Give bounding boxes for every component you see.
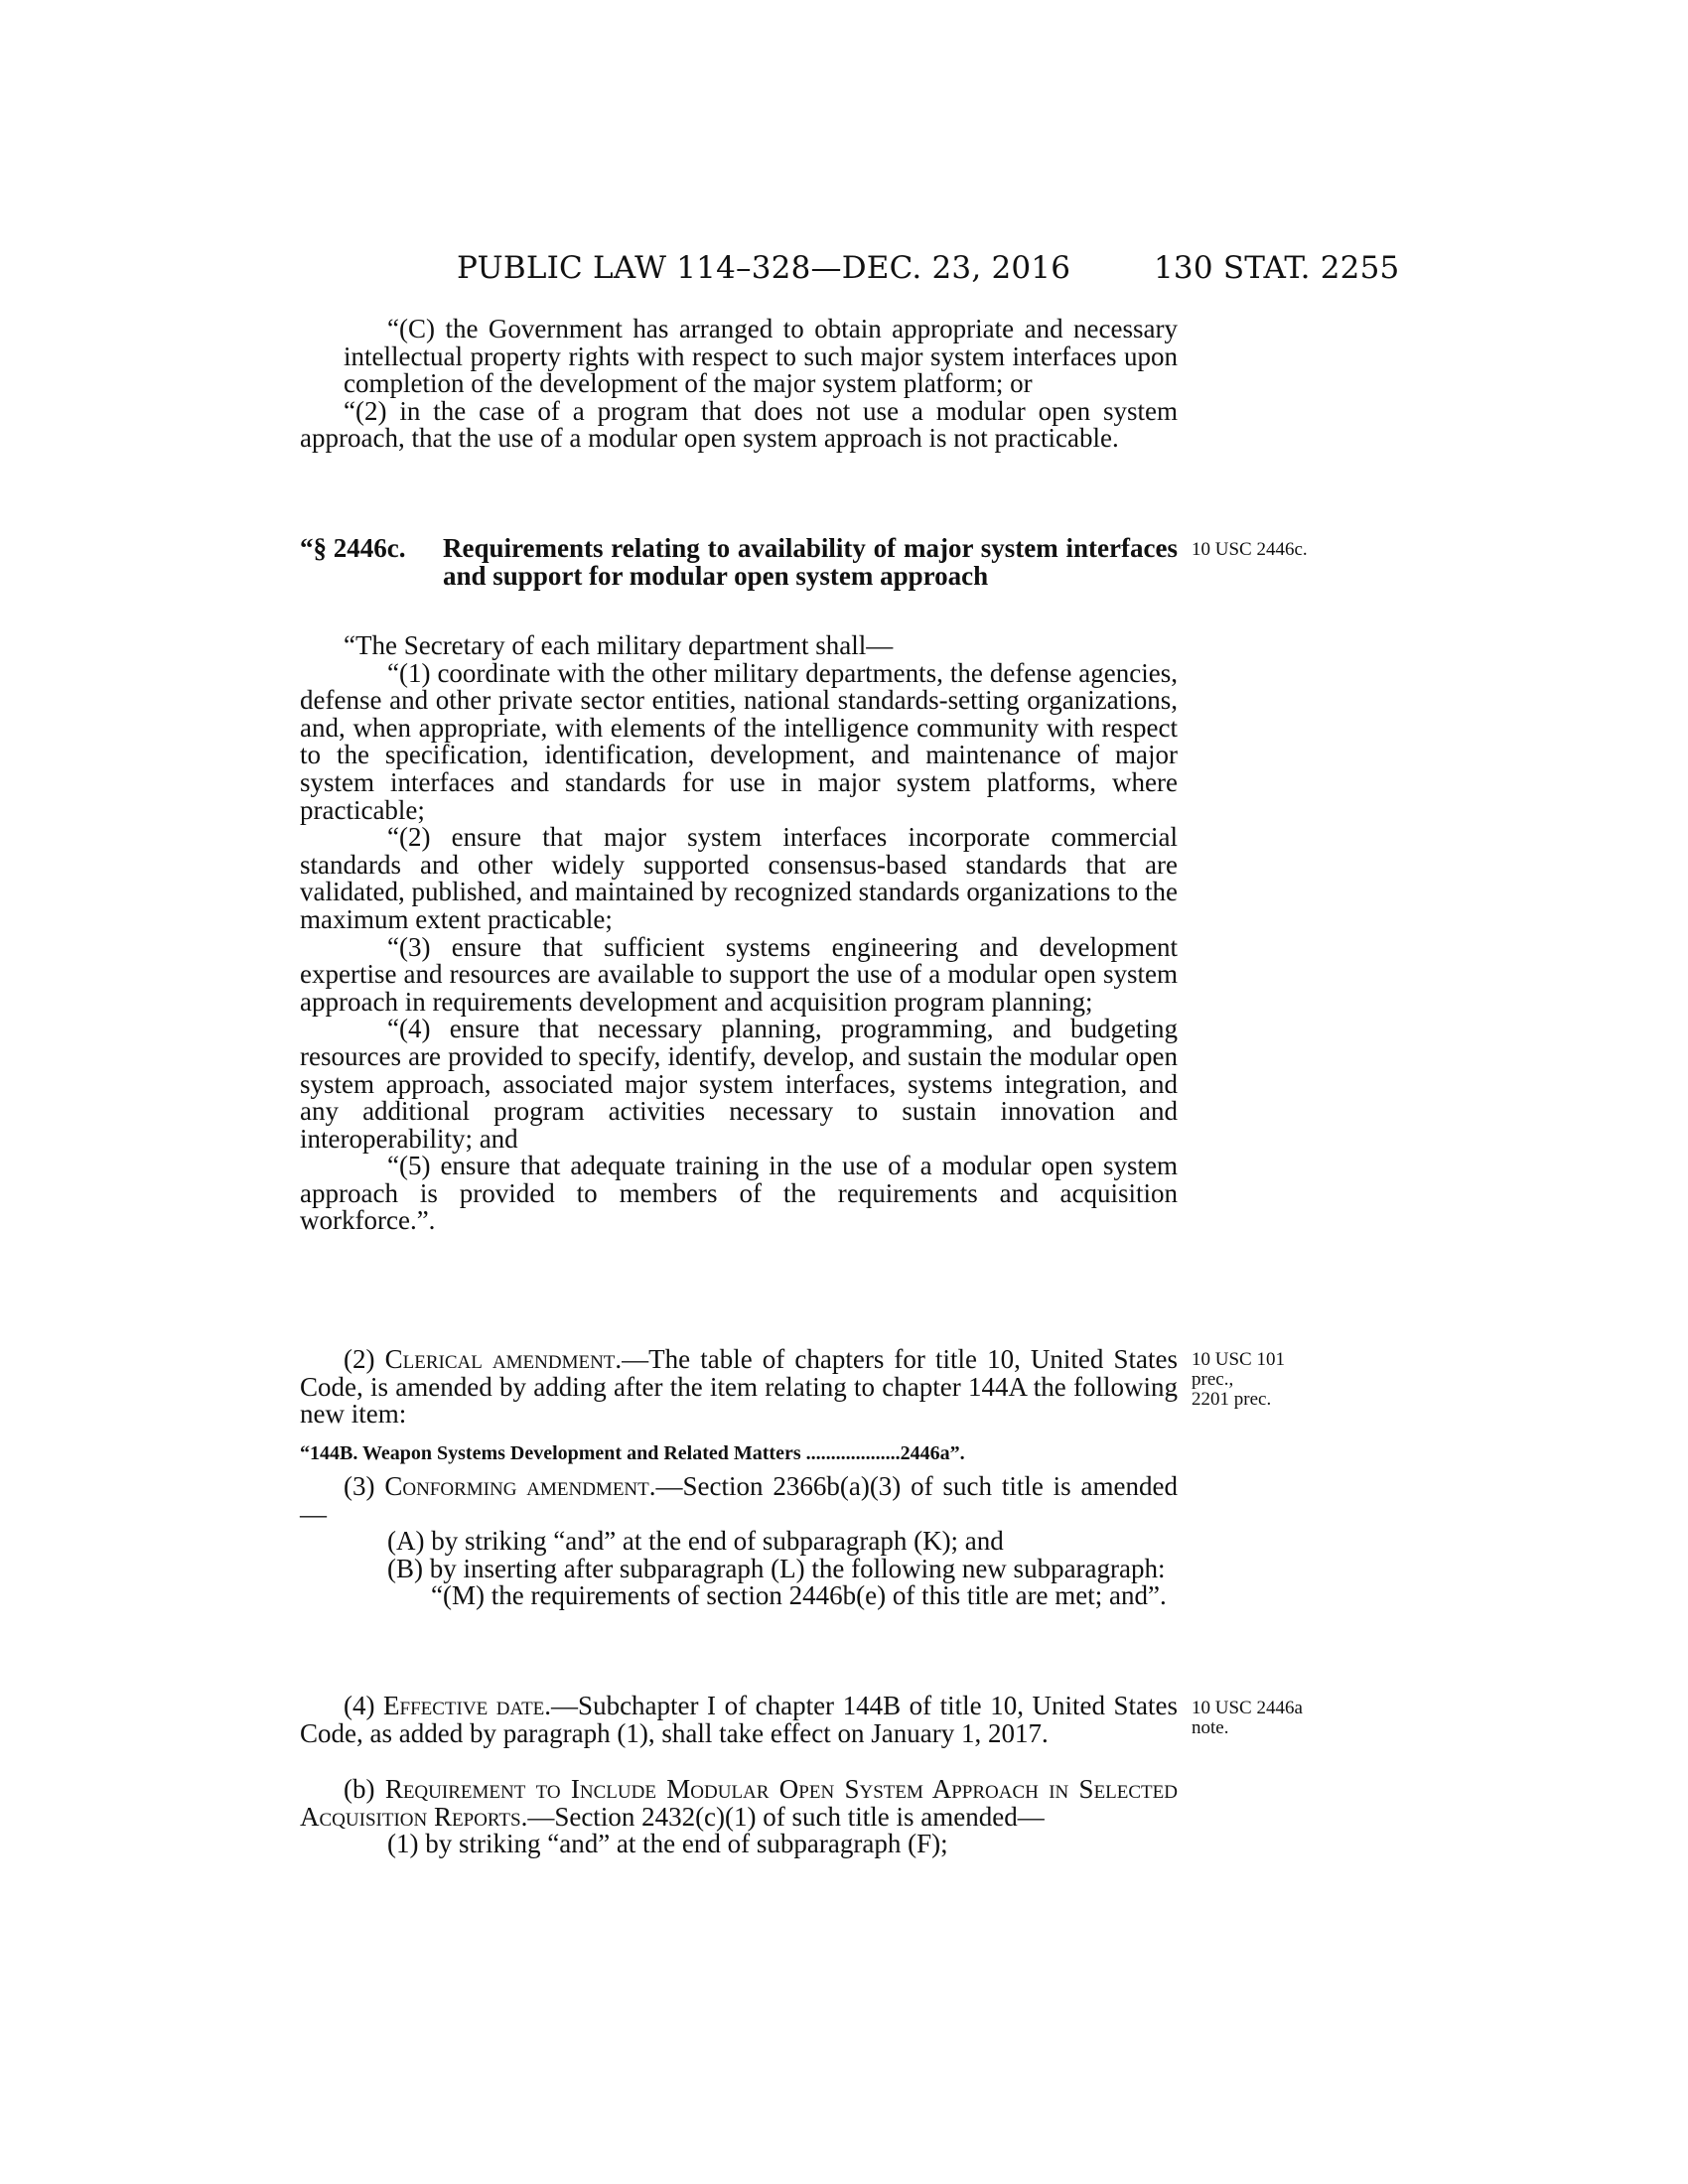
running-header-stat-page: 130 STAT. 2255: [1154, 250, 1400, 286]
clerical-heading: Clerical amendment.: [384, 1344, 623, 1374]
conforming-item-a: (A) by striking “and” at the end of subparagraph (K); and: [387, 1526, 1004, 1557]
effective-heading: Effective date.: [383, 1691, 552, 1720]
conforming-item-m: “(M) the requirements of section 2446b(e) of this title are met; and”.: [431, 1580, 1167, 1611]
conforming-item-b: (B) by inserting after subparagraph (L) the following new subparagraph:: [387, 1553, 1166, 1583]
margin-note-2446c: 10 USC 2446c.: [1192, 539, 1308, 560]
clerical-amendment: [300, 1346, 1178, 1429]
item-3: “(3) ensure that sufficient systems engineering and development expertise and resources are available to support the use of a modular open system approach in requirements development and acquisition program planning;: [300, 931, 1178, 1017]
running-header-law: PUBLIC LAW 114–328—DEC. 23, 2016: [457, 250, 1071, 286]
subsection-b: [300, 1776, 1178, 1858]
section-title: Requirements relating to availability of major system interfaces and support for modular open system approach: [443, 533, 1178, 591]
subparagraph-c: “(C) the Government has arranged to obtain appropriate and necessary intellectual property rights with respect to such major system interfaces upon completion of the development of the major system platform; or: [344, 314, 1178, 399]
section-heading: [300, 535, 1178, 590]
subsection-b-item-1: (1) by striking “and” at the end of subparagraph (F);: [387, 1829, 948, 1859]
item-4: “(4) ensure that necessary planning, programming, and budgeting resources are provided to specify, identify, develop, and sustain the modular open system approach, associated major system interfaces, systems integration, and any additional program activities necessary to sustain innovation and interoperability; and: [300, 1014, 1178, 1154]
item-2: “(2) ensure that major system interfaces incorporate commercial standards and other widely supported consensus-based standards that are validated, published, and maintained by recognized standards organizations to the maximum extent practicable;: [300, 822, 1178, 934]
effective-date: [300, 1693, 1178, 1747]
table-of-chapters-item: “144B. Weapon Systems Development and Related Matters ...................2446a”.: [300, 1442, 965, 1464]
clerical-text: —The table of chapters for title 10, United States Code, is amended by adding after the item relating to chapter 144A the following new item:: [300, 1344, 1179, 1430]
margin-note-usc-101: 10 USC 101 prec., 2201 prec.: [1192, 1349, 1285, 1410]
conforming-heading: Conforming amendment.: [384, 1471, 656, 1501]
subsection-b-number: (b): [344, 1774, 375, 1804]
section-intro: “The Secretary of each military department shall—: [344, 630, 894, 660]
subsection-b-text: —Section 2432(c)(1) of such title is amended—: [527, 1801, 1045, 1832]
clerical-number: (2): [344, 1344, 375, 1374]
margin-note-2446a: 10 USC 2446a note.: [1192, 1698, 1303, 1738]
conforming-text: —Section 2366b(a)(3) of such title is amended—: [300, 1471, 1178, 1529]
section-body: [300, 632, 1178, 1235]
item-1: “(1) coordinate with the other military departments, the defense agencies, defense and other private sector entities, national standards-setting organizations, and, when appropriate, with elements of the intelligence community with respect to the specification, identification, development, and maintenance of major system interfaces and standards for use in major system platforms, where practicable;: [300, 657, 1178, 825]
effective-text: —Subchapter I of chapter 144B of title 10, United States Code, as added by paragraph (1), shall take effect on January 1, 2017.: [300, 1691, 1179, 1748]
paragraph-block-top: [300, 316, 1178, 453]
conforming-number: (3): [344, 1471, 375, 1501]
subsection-b-heading: Requirement to Include Modular Open System Approach in Selected Acquisition Reports.: [300, 1774, 1178, 1832]
section-number: “§ 2446c.: [300, 533, 406, 563]
item-5: “(5) ensure that adequate training in the use of a modular open system approach is provided to members of the requirements and acquisition workforce.”.: [300, 1151, 1178, 1236]
conforming-amendment: [300, 1473, 1178, 1610]
paragraph-2-previous: “(2) in the case of a program that does not use a modular open system approach, that the use of a modular open system approach is not practicable.: [300, 395, 1178, 454]
effective-number: (4): [344, 1691, 375, 1720]
